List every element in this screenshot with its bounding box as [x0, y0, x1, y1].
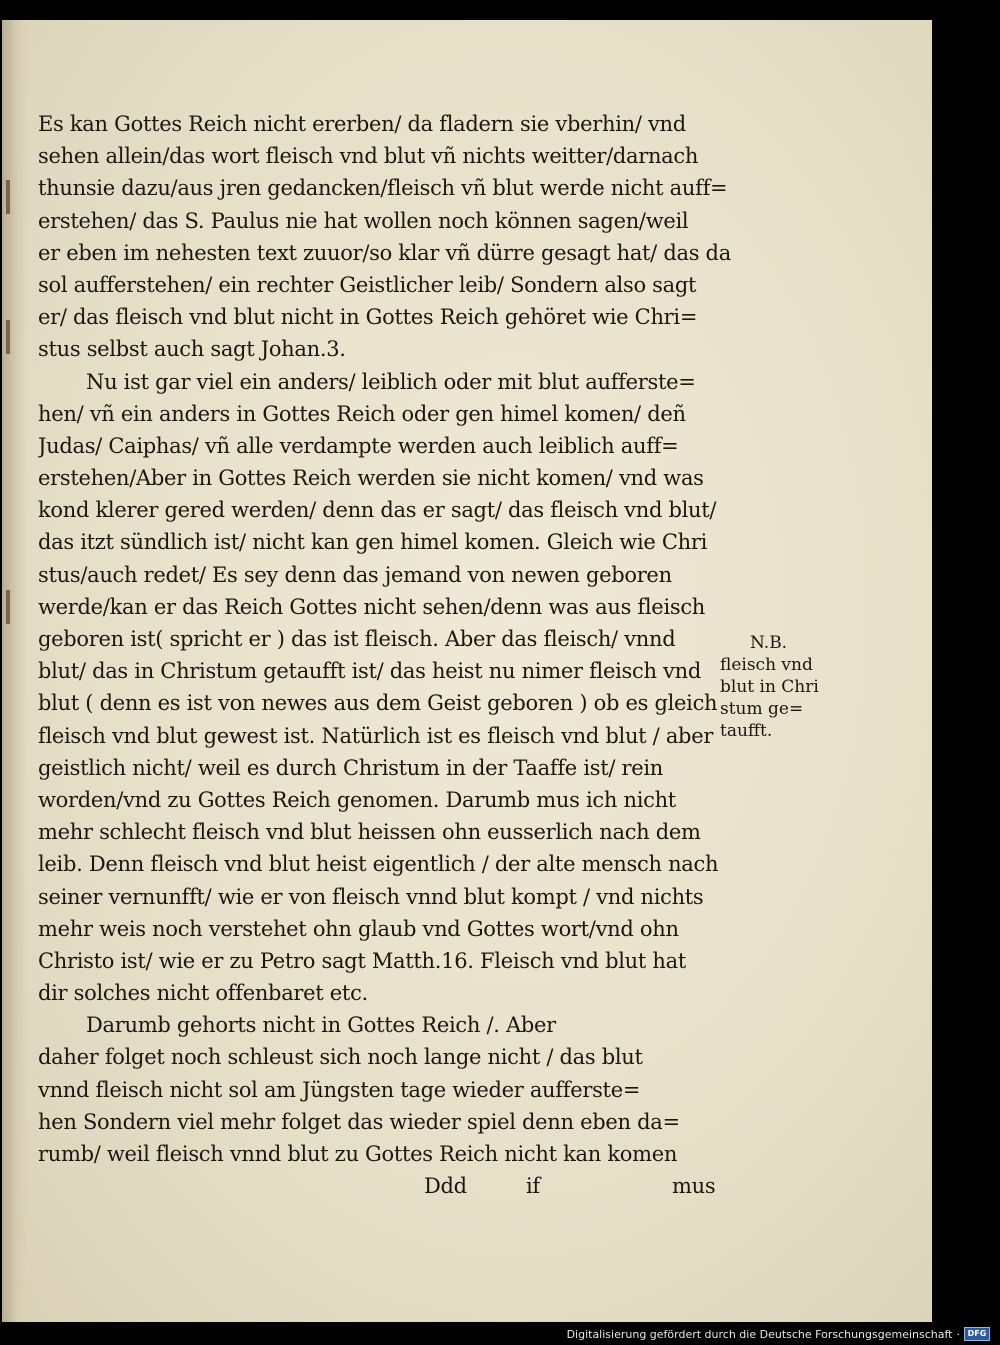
- gutter-stain: [6, 180, 10, 214]
- digitization-footer: [567, 1326, 990, 1342]
- margin-note-line: fleisch vnd: [720, 655, 813, 675]
- text-line: er eben im nehesten text zuuor/so klar vñ dürre gesagt hat/ das da: [38, 240, 731, 265]
- text-line: Darumb gehorts nicht in Gottes Reich /. Aber: [86, 1013, 556, 1038]
- footer-separator: ·: [956, 1327, 960, 1341]
- text-line: erstehen/ das S. Paulus nie hat wollen noch können sagen/weil: [38, 208, 689, 233]
- catchline: [38, 1170, 738, 1202]
- text-line: blut/ das in Christum getaufft ist/ das heist nu nimer fleisch vnd: [38, 659, 701, 684]
- text-line: Christo ist/ wie er zu Petro sagt Matth.16. Fleisch vnd blut hat: [38, 948, 686, 973]
- text-line: dir solches nicht offenbaret etc.: [38, 981, 368, 1006]
- text-line: mehr weis noch verstehet ohn glaub vnd Gottes wort/vnd ohn: [38, 916, 679, 941]
- text-line: rumb/ weil fleisch vnnd blut zu Gottes Reich nicht kan komen: [38, 1142, 678, 1166]
- text-line: Nu ist gar viel ein anders/ leiblich oder mit blut aufferste=: [86, 369, 696, 394]
- page-gutter: [2, 20, 28, 1322]
- text-line: stus selbst auch sagt Johan.3.: [38, 337, 346, 362]
- text-line: hen/ vñ ein anders in Gottes Reich oder gen himel komen/ deñ: [38, 401, 686, 426]
- text-line: geistlich nicht/ weil es durch Christum in der Taaffe ist/ rein: [38, 755, 664, 780]
- text-line: das itzt sündlich ist/ nicht kan gen himel komen. Gleich wie Chri: [38, 530, 708, 555]
- text-line: hen Sondern viel mehr folget das wieder spiel denn eben da=: [38, 1109, 680, 1134]
- text-line: stus/auch redet/ Es sey denn das jemand von newen geboren: [38, 562, 672, 587]
- text-line: werde/kan er das Reich Gottes nicht sehen/denn was aus fleisch: [38, 594, 706, 619]
- catchword: mus: [672, 1174, 716, 1199]
- text-line: blut ( denn es ist von newes aus dem Geist geboren ) ob es gleich: [38, 691, 718, 716]
- gutter-stain: [6, 590, 10, 624]
- text-line: sehen allein/das wort fleisch vnd blut vñ nichts weitter/darnach: [38, 144, 699, 169]
- margin-note-line: taufft.: [720, 721, 773, 741]
- footer-text: Digitalisierung gefördert durch die Deutsche Forschungsgemeinschaft: [566, 1327, 953, 1341]
- margin-note-line: N.B.: [750, 633, 788, 653]
- text-line: seiner vernunfft/ wie er von fleisch vnnd blut kompt / vnd nichts: [38, 884, 704, 909]
- text-line: sol aufferstehen/ ein rechter Geistlicher leib/ Sondern also sagt: [38, 272, 697, 297]
- margin-note-line: blut in Chri: [720, 677, 819, 697]
- body-text: [38, 108, 738, 1202]
- text-line: kond klerer gered werden/ denn das er sagt/ das fleisch vnd blut/: [38, 498, 717, 523]
- leaf-number: if: [526, 1174, 540, 1199]
- text-line: mehr schlecht fleisch vnd blut heissen ohn eusserlich nach dem: [38, 820, 701, 845]
- text-line: er/ das fleisch vnd blut nicht in Gottes Reich gehöret wie Chri=: [38, 305, 698, 330]
- text-line: leib. Denn fleisch vnd blut heist eigentlich / der alte mensch nach: [38, 852, 719, 877]
- text-line: daher folget noch schleust sich noch lange nicht / das blut: [38, 1045, 643, 1070]
- text-line: geboren ist( spricht er ) das ist fleisch. Aber das fleisch/ vnnd: [38, 627, 676, 651]
- dfg-logo-icon: DFG: [964, 1327, 990, 1341]
- text-line: fleisch vnd blut gewest ist. Natürlich ist es fleisch vnd blut / aber: [38, 723, 714, 748]
- signature-mark: Ddd: [424, 1174, 467, 1199]
- text-line: vnnd fleisch nicht sol am Jüngsten tage wieder aufferste=: [38, 1077, 641, 1102]
- text-line: worden/vnd zu Gottes Reich genomen. Darumb mus ich nicht: [38, 787, 676, 812]
- margin-note: [720, 632, 850, 742]
- text-line: Es kan Gottes Reich nicht ererben/ da fladern sie vberhin/ vnd: [38, 112, 686, 136]
- margin-note-line: stum ge=: [720, 699, 804, 719]
- book-page: [2, 20, 932, 1322]
- gutter-stain: [6, 320, 10, 354]
- text-line: erstehen/Aber in Gottes Reich werden sie nicht komen/ vnd was: [38, 466, 704, 491]
- text-line: Judas/ Caiphas/ vñ alle verdampte werden auch leiblich auff=: [38, 433, 679, 458]
- text-line: thunsie dazu/aus jren gedancken/fleisch vñ blut werde nicht auff=: [38, 176, 728, 201]
